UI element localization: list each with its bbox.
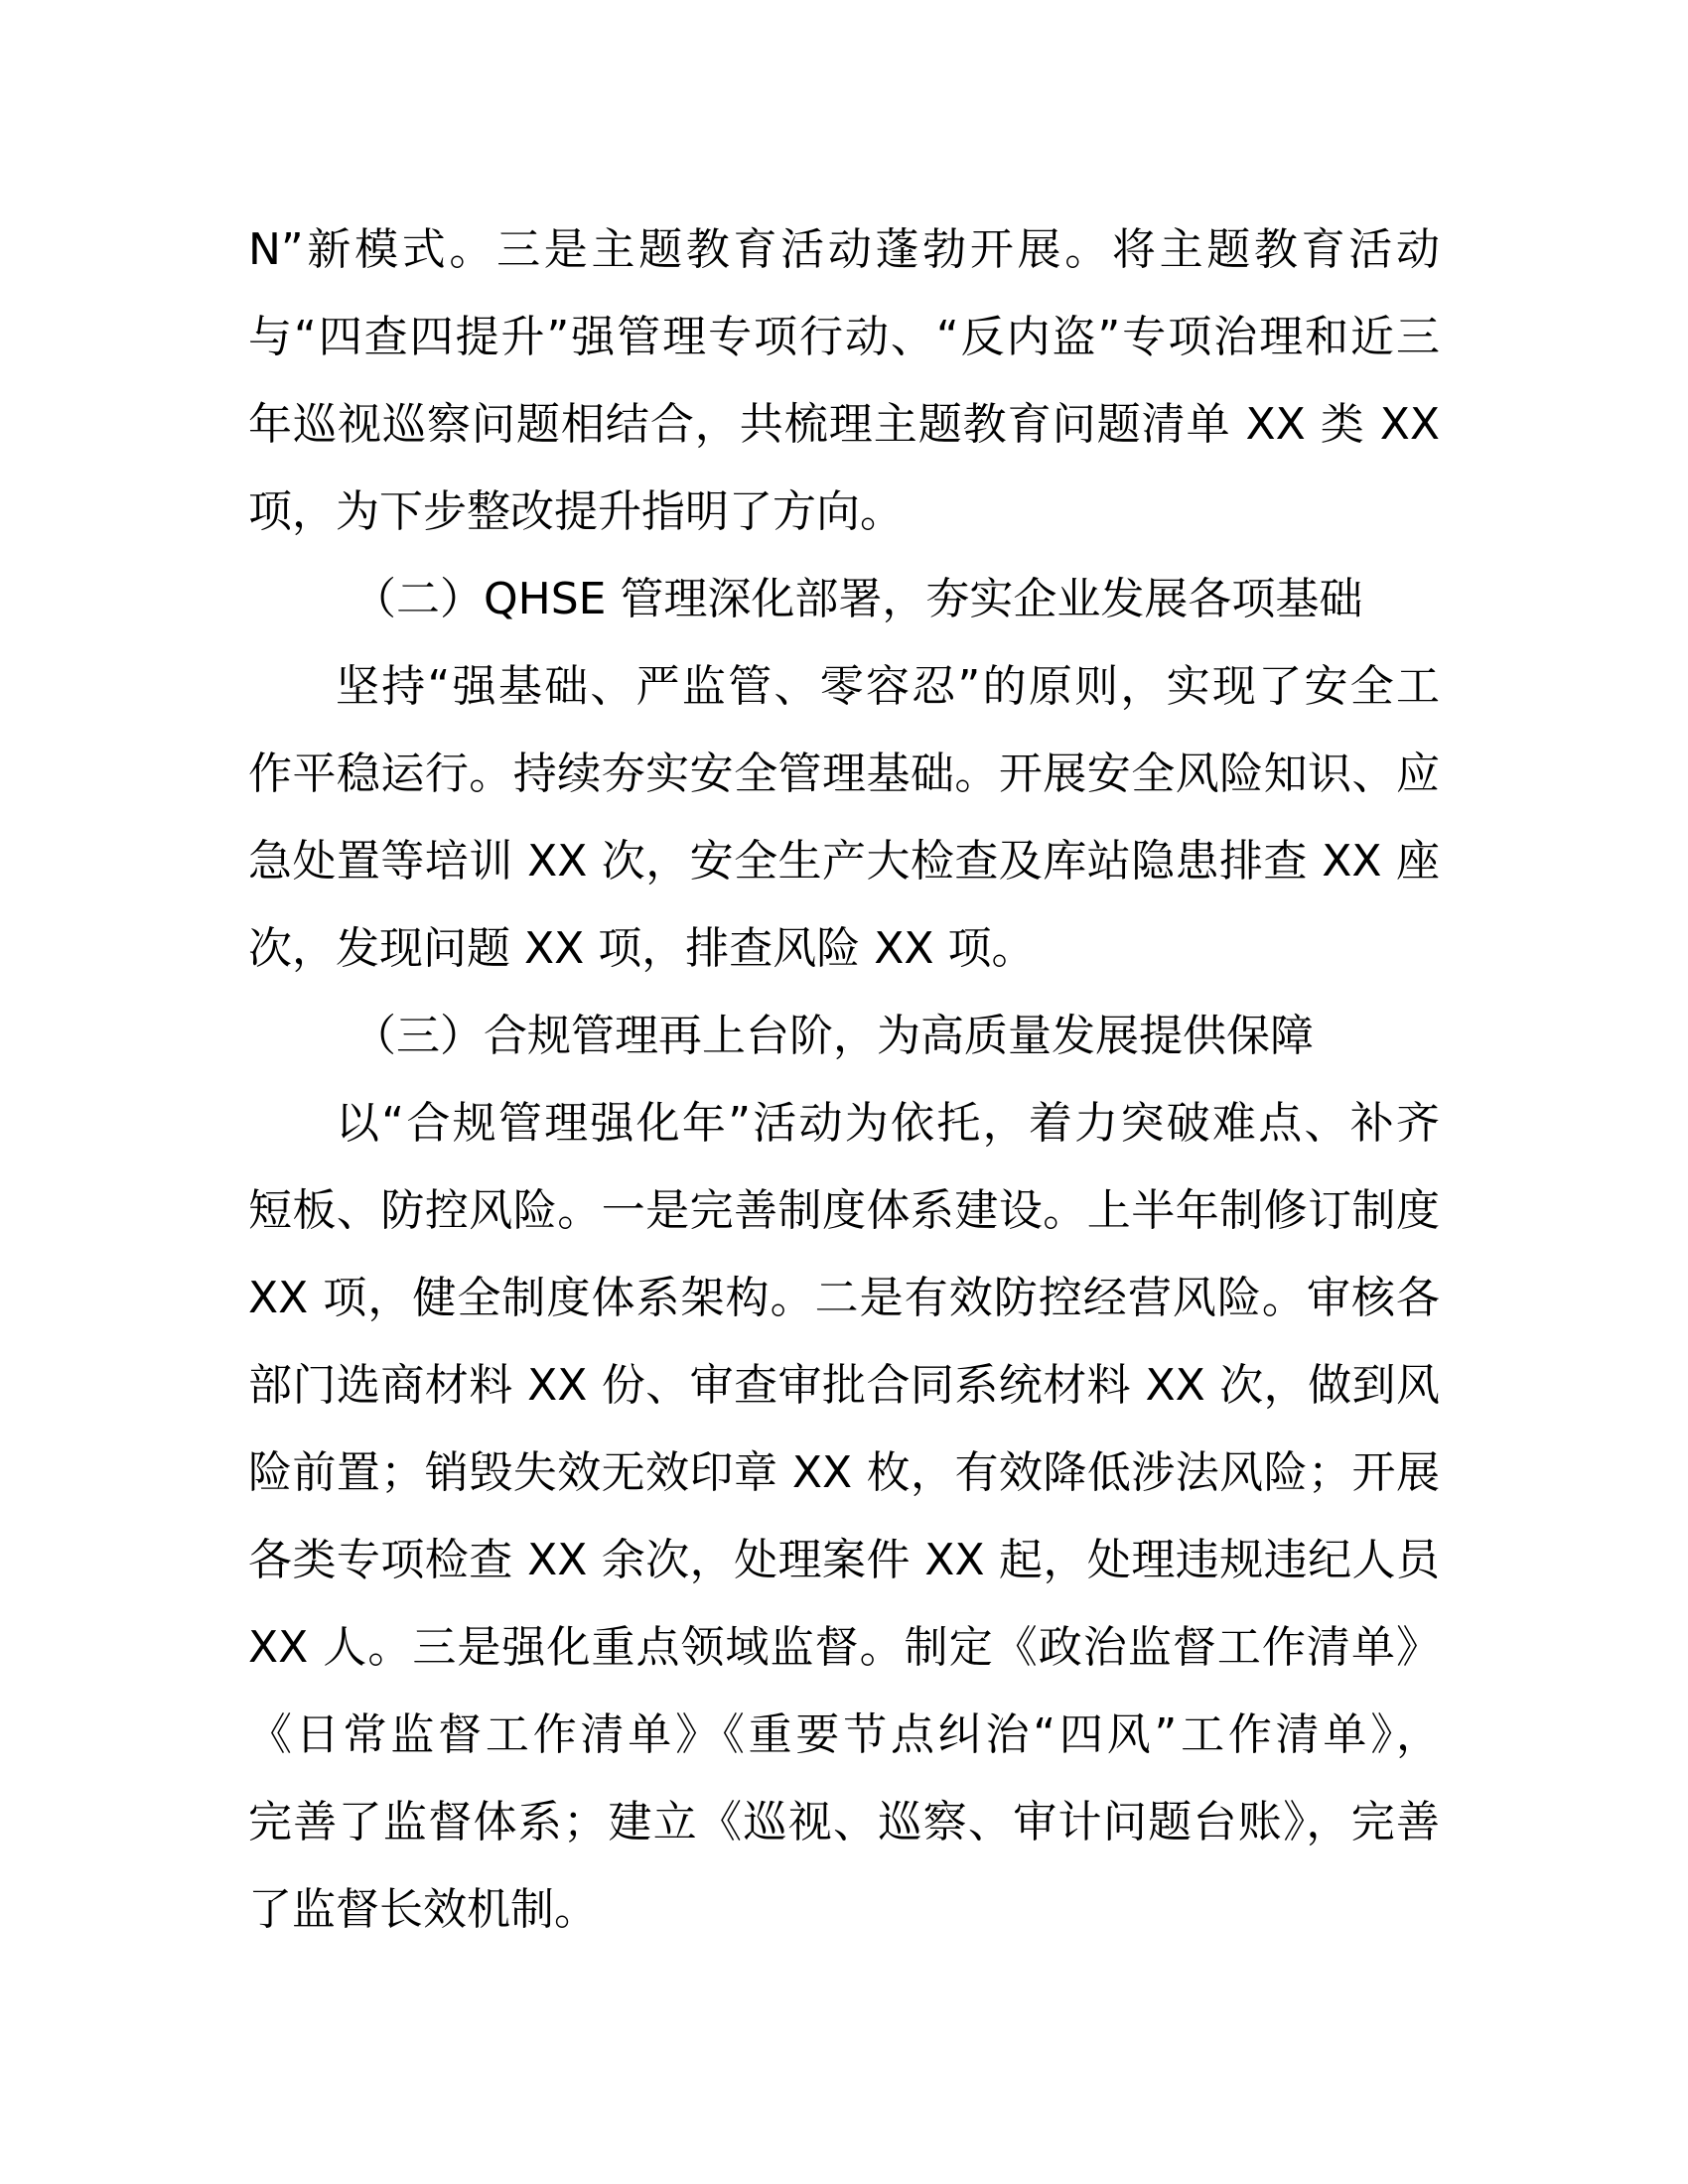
text-line: 项，为下步整改提升指明了方向。 xyxy=(248,486,904,537)
paragraph-theme-education xyxy=(248,206,1440,556)
text-line: 险前置；销毁失效无效印章 XX 枚，有效降低涉法风险；开展 xyxy=(248,1447,1440,1498)
text-line: N”新模式。三是主题教育活动蓬勃开展。将主题教育活动 xyxy=(248,224,1440,275)
text-line: 各类专项检查 XX 余次，处理案件 XX 起，处理违规违纪人员 xyxy=(248,1535,1440,1585)
text-line: 完善了监督体系；建立《巡视、巡察、审计问题台账》，完善 xyxy=(248,1797,1440,1847)
section-heading-qhse xyxy=(248,556,1440,643)
text-line: 坚持“强基础、严监管、零容忍”的原则，实现了安全工 xyxy=(336,661,1440,712)
text-line: 次，发现问题 XX 项，排查风险 XX 项。 xyxy=(248,923,1036,974)
text-line: 《日常监督工作清单》《重要节点纠治“四风”工作清单》， xyxy=(248,1709,1440,1760)
text-line: 了监督长效机制。 xyxy=(248,1884,598,1935)
text-line: XX 人。三是强化重点领域监督。制定《政治监督工作清单》 xyxy=(248,1622,1440,1673)
heading-text: （二）QHSE 管理深化部署，夯实企业发展各项基础 xyxy=(352,574,1363,624)
text-line: 与“四查四提升”强管理专项行动、“反内盗”专项治理和近三 xyxy=(248,312,1440,362)
heading-text: （三）合规管理再上台阶，为高质量发展提供保障 xyxy=(352,1011,1314,1061)
section-heading-compliance xyxy=(248,993,1440,1080)
text-line: 作平稳运行。持续夯实安全管理基础。开展安全风险知识、应 xyxy=(248,749,1440,799)
text-line: 短板、防控风险。一是完善制度体系建设。上半年制修订制度 xyxy=(248,1185,1440,1236)
document-body xyxy=(248,206,1440,1954)
text-line: XX 项，健全制度体系架构。二是有效防控经营风险。审核各 xyxy=(248,1273,1440,1323)
text-line: 急处置等培训 XX 次，安全生产大检查及库站隐患排查 XX 座 xyxy=(248,836,1440,887)
paragraph-safety xyxy=(248,643,1440,993)
text-line: 以“合规管理强化年”活动为依托，着力突破难点、补齐 xyxy=(336,1098,1440,1149)
text-line: 年巡视巡察问题相结合，共梳理主题教育问题清单 XX 类 XX xyxy=(248,399,1440,450)
text-line: 部门选商材料 XX 份、审查审批合同系统材料 XX 次，做到风 xyxy=(248,1360,1440,1411)
paragraph-compliance xyxy=(248,1080,1440,1954)
